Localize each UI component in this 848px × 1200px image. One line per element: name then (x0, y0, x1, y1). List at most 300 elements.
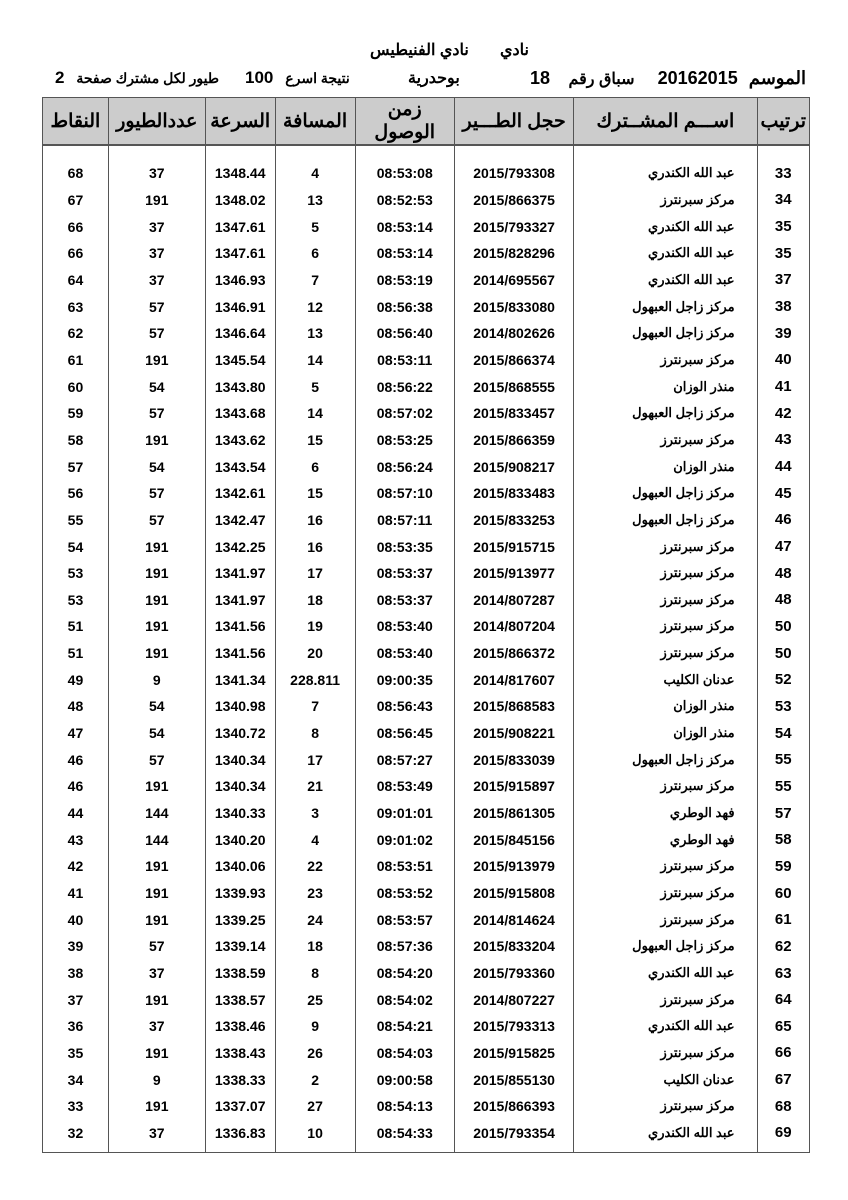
distance-cell: 228.811 (275, 666, 355, 693)
ring-number-cell: 2015/913979 (454, 853, 573, 880)
rank-cell: 37 (757, 267, 809, 294)
points-cell: 53 (43, 560, 109, 587)
member-name-cell: عبد الله الكندري (574, 240, 757, 267)
points-cell: 57 (43, 453, 109, 480)
member-name-cell: مركز سبرنترز (574, 613, 757, 640)
distance-cell: 4 (275, 826, 355, 853)
rank-cell: 55 (757, 773, 809, 800)
ring-number-cell: 2015/868583 (454, 693, 573, 720)
bird-count-cell: 9 (108, 666, 205, 693)
bird-count-cell: 37 (108, 240, 205, 267)
speed-cell: 1341.97 (205, 560, 275, 587)
arrival-time-cell: 08:53:25 (355, 427, 454, 454)
speed-cell: 1342.25 (205, 533, 275, 560)
rank-cell: 67 (757, 1066, 809, 1093)
ring-number-cell: 2015/861305 (454, 800, 573, 827)
bird-count-cell: 191 (108, 773, 205, 800)
speed-cell: 1346.93 (205, 267, 275, 294)
points-cell: 59 (43, 400, 109, 427)
season-info (658, 68, 806, 89)
arrival-time-cell: 08:56:38 (355, 293, 454, 320)
distance-cell: 6 (275, 453, 355, 480)
arrival-time-cell: 08:57:02 (355, 400, 454, 427)
ring-number-cell: 2015/833039 (454, 746, 573, 773)
arrival-time-cell: 08:53:19 (355, 267, 454, 294)
table-row (43, 640, 810, 667)
arrival-time-cell: 08:54:33 (355, 1120, 454, 1153)
ring-number-cell: 2015/915897 (454, 773, 573, 800)
distance-cell: 18 (275, 933, 355, 960)
rank-cell: 60 (757, 880, 809, 907)
table-row (43, 187, 810, 214)
bird-count-cell: 57 (108, 746, 205, 773)
distance-cell: 4 (275, 145, 355, 187)
member-name-cell: مركز زاجل العبهول (574, 746, 757, 773)
table-row (43, 880, 810, 907)
bird-count-cell: 191 (108, 1093, 205, 1120)
ring-number-cell: 2015/793360 (454, 960, 573, 987)
arrival-time-cell: 08:53:51 (355, 853, 454, 880)
arrival-time-cell: 08:53:57 (355, 906, 454, 933)
bird-count-cell: 37 (108, 1013, 205, 1040)
rank-cell: 33 (757, 145, 809, 187)
bird-count-cell: 54 (108, 373, 205, 400)
distance-cell: 22 (275, 853, 355, 880)
member-name-cell: مركز سبرنترز (574, 853, 757, 880)
per-member-label: طيور لكل مشترك صفحة (76, 70, 219, 86)
distance-cell: 15 (275, 427, 355, 454)
bird-count-cell: 37 (108, 960, 205, 987)
distance-cell: 7 (275, 693, 355, 720)
ring-number-cell: 2015/845156 (454, 826, 573, 853)
member-name-cell: منذر الوزان (574, 720, 757, 747)
season-value: 20162015 (657, 68, 738, 88)
distance-cell: 10 (275, 1120, 355, 1153)
distance-cell: 16 (275, 533, 355, 560)
table-row (43, 320, 810, 347)
ring-number-cell: 2015/866359 (454, 427, 573, 454)
ring-number-cell: 2015/908217 (454, 453, 573, 480)
fastest-info (245, 68, 350, 88)
table-row (43, 507, 810, 534)
member-name-cell: عبد الله الكندري (574, 1120, 757, 1153)
arrival-time-cell: 08:57:10 (355, 480, 454, 507)
points-cell: 58 (43, 427, 109, 454)
ring-number-cell: 2015/833253 (454, 507, 573, 534)
arrival-time-cell: 08:56:40 (355, 320, 454, 347)
speed-cell: 1338.46 (205, 1013, 275, 1040)
ring-number-cell: 2015/855130 (454, 1066, 573, 1093)
member-name-cell: مركز سبرنترز (574, 1093, 757, 1120)
bird-count-cell: 37 (108, 145, 205, 187)
member-name-cell: عبد الله الكندري (574, 213, 757, 240)
rank-cell: 50 (757, 613, 809, 640)
rank-cell: 55 (757, 746, 809, 773)
speed-cell: 1339.25 (205, 906, 275, 933)
speed-cell: 1341.34 (205, 666, 275, 693)
table-row (43, 1013, 810, 1040)
distance-cell: 26 (275, 1040, 355, 1067)
distance-cell: 23 (275, 880, 355, 907)
ring-number-cell: 2014/802626 (454, 320, 573, 347)
table-row (43, 1066, 810, 1093)
arrival-time-cell: 08:53:37 (355, 560, 454, 587)
arrival-time-cell: 08:57:36 (355, 933, 454, 960)
speed-cell: 1338.59 (205, 960, 275, 987)
speed-cell: 1339.93 (205, 880, 275, 907)
bird-count-cell: 57 (108, 933, 205, 960)
member-name-cell: مركز سبرنترز (574, 427, 757, 454)
table-row (43, 400, 810, 427)
bird-count-cell: 191 (108, 347, 205, 374)
arrival-time-cell: 08:54:13 (355, 1093, 454, 1120)
column-header-distance: المسافة (275, 98, 355, 146)
member-name-cell: مركز سبرنترز (574, 187, 757, 214)
bird-count-cell: 191 (108, 1040, 205, 1067)
points-cell: 68 (43, 145, 109, 187)
distance-cell: 17 (275, 746, 355, 773)
distance-cell: 14 (275, 347, 355, 374)
table-row (43, 533, 810, 560)
rank-cell: 48 (757, 560, 809, 587)
ring-number-cell: 2015/833457 (454, 400, 573, 427)
ring-number-cell: 2015/866374 (454, 347, 573, 374)
table-row (43, 145, 810, 187)
points-cell: 62 (43, 320, 109, 347)
table-row (43, 240, 810, 267)
rank-cell: 65 (757, 1013, 809, 1040)
bird-count-cell: 54 (108, 720, 205, 747)
member-name-cell: منذر الوزان (574, 373, 757, 400)
table-row (43, 267, 810, 294)
arrival-time-cell: 08:54:21 (355, 1013, 454, 1040)
speed-cell: 1347.61 (205, 240, 275, 267)
member-name-cell: مركز زاجل العبهول (574, 933, 757, 960)
arrival-time-cell: 08:54:20 (355, 960, 454, 987)
distance-cell: 8 (275, 960, 355, 987)
rank-cell: 66 (757, 1040, 809, 1067)
points-cell: 63 (43, 293, 109, 320)
member-name-cell: عبد الله الكندري (574, 145, 757, 187)
member-name-cell: مركز زاجل العبهول (574, 480, 757, 507)
table-row (43, 213, 810, 240)
table-row (43, 693, 810, 720)
bird-count-cell: 57 (108, 507, 205, 534)
bird-count-cell: 191 (108, 613, 205, 640)
speed-cell: 1340.72 (205, 720, 275, 747)
member-name-cell: مركز سبرنترز (574, 533, 757, 560)
points-cell: 46 (43, 773, 109, 800)
season-label: الموسم (748, 68, 806, 88)
rank-cell: 50 (757, 640, 809, 667)
points-cell: 34 (43, 1066, 109, 1093)
bird-count-cell: 57 (108, 400, 205, 427)
bird-count-cell: 54 (108, 453, 205, 480)
speed-cell: 1342.61 (205, 480, 275, 507)
bird-count-cell: 191 (108, 640, 205, 667)
club-label: نادي (500, 42, 529, 59)
table-row (43, 746, 810, 773)
table-row (43, 347, 810, 374)
points-cell: 64 (43, 267, 109, 294)
rank-cell: 59 (757, 853, 809, 880)
table-row (43, 666, 810, 693)
column-header-member-name: اســـم المشــترك (574, 98, 757, 146)
ring-number-cell: 2014/807204 (454, 613, 573, 640)
column-header-speed: السرعة (205, 98, 275, 146)
arrival-time-cell: 08:53:08 (355, 145, 454, 187)
table-row (43, 453, 810, 480)
column-header-points: النقاط (43, 98, 109, 146)
points-cell: 41 (43, 880, 109, 907)
speed-cell: 1348.02 (205, 187, 275, 214)
points-cell: 54 (43, 533, 109, 560)
distance-cell: 12 (275, 293, 355, 320)
table-row (43, 1093, 810, 1120)
rank-cell: 47 (757, 533, 809, 560)
rank-cell: 53 (757, 693, 809, 720)
rank-cell: 44 (757, 453, 809, 480)
arrival-time-cell: 09:01:02 (355, 826, 454, 853)
bird-count-cell: 54 (108, 693, 205, 720)
bird-count-cell: 57 (108, 293, 205, 320)
speed-cell: 1340.20 (205, 826, 275, 853)
table-row (43, 960, 810, 987)
table-row (43, 613, 810, 640)
ring-number-cell: 2015/915715 (454, 533, 573, 560)
member-name-cell: عبد الله الكندري (574, 267, 757, 294)
arrival-time-cell: 08:53:52 (355, 880, 454, 907)
points-cell: 60 (43, 373, 109, 400)
rank-cell: 48 (757, 587, 809, 614)
member-name-cell: مركز سبرنترز (574, 347, 757, 374)
points-cell: 48 (43, 693, 109, 720)
table-row (43, 853, 810, 880)
arrival-time-cell: 08:53:35 (355, 533, 454, 560)
rank-cell: 42 (757, 400, 809, 427)
speed-cell: 1343.54 (205, 453, 275, 480)
rank-cell: 52 (757, 666, 809, 693)
member-name-cell: مركز سبرنترز (574, 640, 757, 667)
race-info (530, 68, 634, 89)
table-row (43, 1040, 810, 1067)
table-row (43, 720, 810, 747)
rank-cell: 62 (757, 933, 809, 960)
points-cell: 67 (43, 187, 109, 214)
ring-number-cell: 2015/868555 (454, 373, 573, 400)
distance-cell: 20 (275, 640, 355, 667)
points-cell: 38 (43, 960, 109, 987)
points-cell: 51 (43, 640, 109, 667)
distance-cell: 2 (275, 1066, 355, 1093)
table-row (43, 773, 810, 800)
arrival-time-cell: 08:53:40 (355, 613, 454, 640)
bird-count-cell: 144 (108, 826, 205, 853)
ring-number-cell: 2015/866375 (454, 187, 573, 214)
rank-cell: 64 (757, 986, 809, 1013)
distance-cell: 13 (275, 320, 355, 347)
speed-cell: 1338.57 (205, 986, 275, 1013)
arrival-time-cell: 08:53:14 (355, 240, 454, 267)
speed-cell: 1342.47 (205, 507, 275, 534)
distance-cell: 18 (275, 587, 355, 614)
arrival-time-cell: 08:54:02 (355, 986, 454, 1013)
column-header-arrival-time: زمن الوصول (355, 98, 454, 146)
member-name-cell: عبد الله الكندري (574, 1013, 757, 1040)
rank-cell: 69 (757, 1120, 809, 1153)
bird-count-cell: 191 (108, 587, 205, 614)
distance-cell: 7 (275, 267, 355, 294)
ring-number-cell: 2015/793354 (454, 1120, 573, 1153)
column-header-ring-number: حجل الطـــير (454, 98, 573, 146)
bird-count-cell: 191 (108, 906, 205, 933)
arrival-time-cell: 08:53:49 (355, 773, 454, 800)
rank-cell: 57 (757, 800, 809, 827)
table-row (43, 560, 810, 587)
arrival-time-cell: 09:01:01 (355, 800, 454, 827)
distance-cell: 24 (275, 906, 355, 933)
speed-cell: 1343.62 (205, 427, 275, 454)
points-cell: 33 (43, 1093, 109, 1120)
bird-count-cell: 191 (108, 427, 205, 454)
points-cell: 44 (43, 800, 109, 827)
distance-cell: 5 (275, 373, 355, 400)
table-row (43, 933, 810, 960)
distance-cell: 21 (275, 773, 355, 800)
ring-number-cell: 2014/817607 (454, 666, 573, 693)
distance-cell: 5 (275, 213, 355, 240)
distance-cell: 17 (275, 560, 355, 587)
arrival-time-cell: 08:56:22 (355, 373, 454, 400)
points-cell: 43 (43, 826, 109, 853)
table-row (43, 373, 810, 400)
points-cell: 66 (43, 213, 109, 240)
member-name-cell: مركز سبرنترز (574, 773, 757, 800)
arrival-time-cell: 08:53:11 (355, 347, 454, 374)
bird-count-cell: 57 (108, 480, 205, 507)
arrival-time-cell: 09:00:58 (355, 1066, 454, 1093)
ring-number-cell: 2015/833483 (454, 480, 573, 507)
member-name-cell: منذر الوزان (574, 453, 757, 480)
arrival-time-cell: 08:56:24 (355, 453, 454, 480)
location: بوحدرية (408, 70, 460, 87)
bird-count-cell: 191 (108, 533, 205, 560)
speed-cell: 1340.33 (205, 800, 275, 827)
member-name-cell: مركز زاجل العبهول (574, 320, 757, 347)
points-cell: 35 (43, 1040, 109, 1067)
distance-cell: 14 (275, 400, 355, 427)
points-cell: 36 (43, 1013, 109, 1040)
arrival-time-cell: 08:57:11 (355, 507, 454, 534)
distance-cell: 13 (275, 187, 355, 214)
distance-cell: 16 (275, 507, 355, 534)
bird-count-cell: 57 (108, 320, 205, 347)
ring-number-cell: 2015/915825 (454, 1040, 573, 1067)
points-cell: 51 (43, 613, 109, 640)
rank-cell: 45 (757, 480, 809, 507)
distance-cell: 9 (275, 1013, 355, 1040)
points-cell: 66 (43, 240, 109, 267)
rank-cell: 40 (757, 347, 809, 374)
speed-cell: 1348.44 (205, 145, 275, 187)
member-name-cell: مركز سبرنترز (574, 587, 757, 614)
rank-cell: 43 (757, 427, 809, 454)
speed-cell: 1338.43 (205, 1040, 275, 1067)
table-row (43, 800, 810, 827)
column-header-bird-count: عددالطيور (108, 98, 205, 146)
bird-count-cell: 37 (108, 1120, 205, 1153)
speed-cell: 1340.34 (205, 773, 275, 800)
arrival-time-cell: 08:57:27 (355, 746, 454, 773)
distance-cell: 19 (275, 613, 355, 640)
speed-cell: 1338.33 (205, 1066, 275, 1093)
speed-cell: 1347.61 (205, 213, 275, 240)
page-info (55, 68, 219, 88)
points-cell: 39 (43, 933, 109, 960)
member-name-cell: مركز سبرنترز (574, 1040, 757, 1067)
member-name-cell: مركز زاجل العبهول (574, 507, 757, 534)
ring-number-cell: 2014/807287 (454, 587, 573, 614)
member-name-cell: مركز زاجل العبهول (574, 400, 757, 427)
member-name-cell: عبد الله الكندري (574, 960, 757, 987)
rank-cell: 58 (757, 826, 809, 853)
distance-cell: 8 (275, 720, 355, 747)
rank-cell: 41 (757, 373, 809, 400)
points-cell: 32 (43, 1120, 109, 1153)
member-name-cell: مركز سبرنترز (574, 906, 757, 933)
points-cell: 47 (43, 720, 109, 747)
points-cell: 55 (43, 507, 109, 534)
member-name-cell: عدنان الكليب (574, 666, 757, 693)
speed-cell: 1340.98 (205, 693, 275, 720)
distance-cell: 3 (275, 800, 355, 827)
fastest-label: نتيجة اسرع (285, 70, 350, 86)
speed-cell: 1341.56 (205, 613, 275, 640)
points-cell: 46 (43, 746, 109, 773)
rank-cell: 54 (757, 720, 809, 747)
results-table (42, 97, 810, 1153)
table-row (43, 293, 810, 320)
speed-cell: 1346.91 (205, 293, 275, 320)
bird-count-cell: 37 (108, 213, 205, 240)
speed-cell: 1343.80 (205, 373, 275, 400)
points-cell: 42 (43, 853, 109, 880)
member-name-cell: مركز زاجل العبهول (574, 293, 757, 320)
rank-cell: 46 (757, 507, 809, 534)
bird-count-cell: 191 (108, 853, 205, 880)
points-cell: 61 (43, 347, 109, 374)
speed-cell: 1346.64 (205, 320, 275, 347)
arrival-time-cell: 08:56:43 (355, 693, 454, 720)
bird-count-cell: 9 (108, 1066, 205, 1093)
bird-count-cell: 191 (108, 560, 205, 587)
bird-count-cell: 191 (108, 986, 205, 1013)
ring-number-cell: 2014/807227 (454, 986, 573, 1013)
bird-count-cell: 37 (108, 267, 205, 294)
ring-number-cell: 2015/866372 (454, 640, 573, 667)
points-cell: 56 (43, 480, 109, 507)
distance-cell: 6 (275, 240, 355, 267)
ring-number-cell: 2015/833204 (454, 933, 573, 960)
speed-cell: 1341.56 (205, 640, 275, 667)
table-row (43, 826, 810, 853)
page-number: 2 (55, 68, 65, 87)
arrival-time-cell: 08:53:37 (355, 587, 454, 614)
bird-count-cell: 144 (108, 800, 205, 827)
points-cell: 37 (43, 986, 109, 1013)
table-row (43, 906, 810, 933)
rank-cell: 63 (757, 960, 809, 987)
